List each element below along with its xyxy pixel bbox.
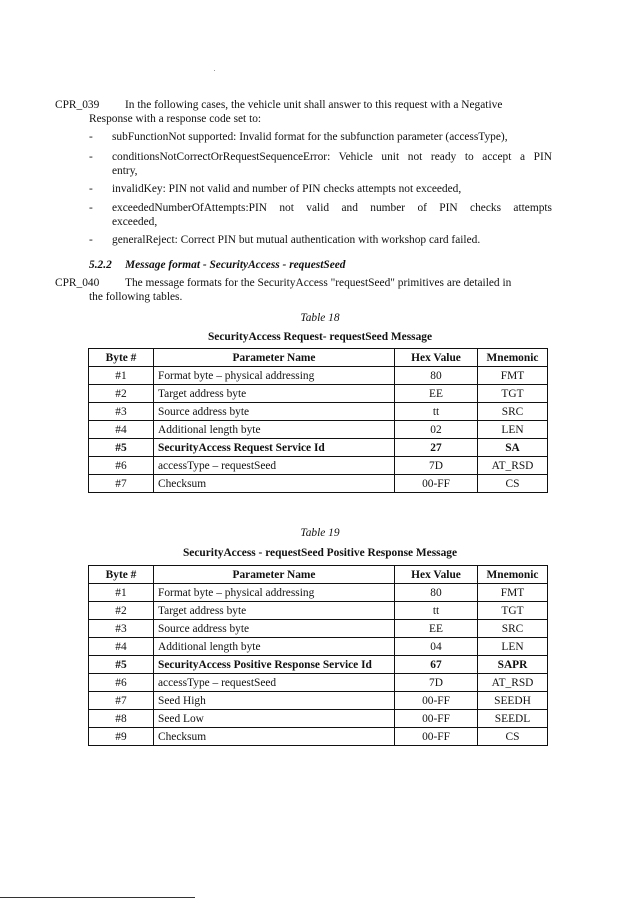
table-row bbox=[89, 457, 548, 475]
table-header-row bbox=[89, 566, 548, 584]
cell-hex-value: 7D bbox=[395, 674, 478, 692]
cell-byte: #2 bbox=[89, 602, 154, 620]
cell-hex-value: 00-FF bbox=[395, 710, 478, 728]
list-item-bullet: - bbox=[89, 183, 93, 195]
cell-parameter-name: Seed Low bbox=[154, 710, 395, 728]
list-item-exceeded-attempts: exceededNumberOfAttempts:PIN not valid and number of PIN checks attempts bbox=[112, 202, 552, 214]
cell-byte: #7 bbox=[89, 475, 154, 493]
list-item-bullet: - bbox=[89, 131, 93, 143]
table-18-title: SecurityAccess Request- requestSeed Message bbox=[207, 331, 433, 343]
cell-mnemonic: LEN bbox=[478, 421, 548, 439]
table-row bbox=[89, 475, 548, 493]
column-header-mnemonic: Mnemonic bbox=[478, 349, 548, 367]
cell-parameter-name: SecurityAccess Request Service Id bbox=[154, 439, 395, 457]
section-title: Message format - SecurityAccess - requestSeed bbox=[125, 259, 346, 271]
cell-byte: #2 bbox=[89, 385, 154, 403]
cell-hex-value: 00-FF bbox=[395, 692, 478, 710]
table-row bbox=[89, 656, 548, 674]
cell-parameter-name: Checksum bbox=[154, 475, 395, 493]
table-row bbox=[89, 638, 548, 656]
footnote-separator-rule bbox=[0, 897, 195, 898]
cell-byte: #3 bbox=[89, 620, 154, 638]
cell-mnemonic: SA bbox=[478, 439, 548, 457]
requirement-040-line-2: the following tables. bbox=[89, 291, 183, 303]
cell-hex-value: 00-FF bbox=[395, 728, 478, 746]
cell-byte: #4 bbox=[89, 638, 154, 656]
requirement-id-040: CPR_040 bbox=[55, 277, 100, 289]
table-row bbox=[89, 367, 548, 385]
cell-parameter-name: Target address byte bbox=[154, 602, 395, 620]
cell-mnemonic: LEN bbox=[478, 638, 548, 656]
cell-mnemonic: SEEDH bbox=[478, 692, 548, 710]
column-header-hex-value: Hex Value bbox=[395, 349, 478, 367]
requirement-039-line-2: Response with a response code set to: bbox=[89, 113, 262, 125]
table-row bbox=[89, 403, 548, 421]
table-row bbox=[89, 710, 548, 728]
cell-mnemonic: SEEDL bbox=[478, 710, 548, 728]
requirement-039-line-1: In the following cases, the vehicle unit shall answer to this request with a Negative bbox=[125, 99, 503, 111]
cell-byte: #1 bbox=[89, 584, 154, 602]
cell-parameter-name: SecurityAccess Positive Response Service Id bbox=[154, 656, 395, 674]
column-header-byte: Byte # bbox=[89, 349, 154, 367]
cell-parameter-name: accessType – requestSeed bbox=[154, 674, 395, 692]
list-item-exceeded-attempts-cont: exceeded, bbox=[112, 216, 158, 228]
cell-parameter-name: accessType – requestSeed bbox=[154, 457, 395, 475]
cell-hex-value: 00-FF bbox=[395, 475, 478, 493]
table-18 bbox=[88, 348, 548, 493]
cell-parameter-name: Target address byte bbox=[154, 385, 395, 403]
column-header-mnemonic: Mnemonic bbox=[478, 566, 548, 584]
cell-byte: #8 bbox=[89, 710, 154, 728]
table-row bbox=[89, 692, 548, 710]
cell-byte: #9 bbox=[89, 728, 154, 746]
cell-mnemonic: FMT bbox=[478, 584, 548, 602]
list-item-bullet: - bbox=[89, 202, 93, 214]
list-item-bullet: - bbox=[89, 234, 93, 246]
cell-mnemonic: TGT bbox=[478, 385, 548, 403]
table-19 bbox=[88, 565, 548, 746]
table-header-row bbox=[89, 349, 548, 367]
cell-parameter-name: Format byte – physical addressing bbox=[154, 584, 395, 602]
list-item-invalid-key: invalidKey: PIN not valid and number of PIN checks attempts not exceeded, bbox=[112, 183, 462, 195]
cell-parameter-name: Source address byte bbox=[154, 620, 395, 638]
cell-byte: #7 bbox=[89, 692, 154, 710]
cell-parameter-name: Additional length byte bbox=[154, 638, 395, 656]
cell-mnemonic: SRC bbox=[478, 620, 548, 638]
cell-hex-value: 27 bbox=[395, 439, 478, 457]
cell-hex-value: 7D bbox=[395, 457, 478, 475]
cell-byte: #6 bbox=[89, 457, 154, 475]
cell-hex-value: 04 bbox=[395, 638, 478, 656]
list-item-conditions-not-correct-cont: entry, bbox=[112, 165, 138, 177]
cell-parameter-name: Seed High bbox=[154, 692, 395, 710]
cell-mnemonic: FMT bbox=[478, 367, 548, 385]
list-item-bullet: - bbox=[89, 151, 93, 163]
table-19-caption: Table 19 bbox=[300, 527, 340, 539]
cell-byte: #5 bbox=[89, 439, 154, 457]
cell-parameter-name: Additional length byte bbox=[154, 421, 395, 439]
table-row bbox=[89, 602, 548, 620]
cell-byte: #5 bbox=[89, 656, 154, 674]
requirement-040-line-1: The message formats for the SecurityAccess "requestSeed" primitives are detailed in bbox=[125, 277, 512, 289]
column-header-hex-value: Hex Value bbox=[395, 566, 478, 584]
cell-mnemonic: SRC bbox=[478, 403, 548, 421]
table-row bbox=[89, 620, 548, 638]
cell-byte: #3 bbox=[89, 403, 154, 421]
table-19-title: SecurityAccess - requestSeed Positive Response Message bbox=[182, 547, 458, 559]
requirement-id-039: CPR_039 bbox=[55, 99, 100, 111]
scan-speck bbox=[214, 70, 215, 71]
column-header-parameter-name: Parameter Name bbox=[154, 566, 395, 584]
section-number: 5.2.2 bbox=[89, 259, 112, 271]
cell-mnemonic: AT_RSD bbox=[478, 674, 548, 692]
column-header-byte: Byte # bbox=[89, 566, 154, 584]
table-row bbox=[89, 674, 548, 692]
cell-parameter-name: Checksum bbox=[154, 728, 395, 746]
cell-hex-value: tt bbox=[395, 602, 478, 620]
table-row bbox=[89, 584, 548, 602]
cell-hex-value: tt bbox=[395, 403, 478, 421]
cell-hex-value: EE bbox=[395, 385, 478, 403]
cell-mnemonic: CS bbox=[478, 475, 548, 493]
table-18-caption: Table 18 bbox=[300, 312, 340, 324]
cell-byte: #4 bbox=[89, 421, 154, 439]
cell-byte: #1 bbox=[89, 367, 154, 385]
cell-mnemonic: CS bbox=[478, 728, 548, 746]
cell-hex-value: 80 bbox=[395, 367, 478, 385]
table-row bbox=[89, 728, 548, 746]
cell-mnemonic: AT_RSD bbox=[478, 457, 548, 475]
table-row bbox=[89, 385, 548, 403]
column-header-parameter-name: Parameter Name bbox=[154, 349, 395, 367]
table-row bbox=[89, 421, 548, 439]
cell-hex-value: 67 bbox=[395, 656, 478, 674]
list-item-general-reject: generalReject: Correct PIN but mutual authentication with workshop card failed. bbox=[112, 234, 481, 246]
cell-mnemonic: TGT bbox=[478, 602, 548, 620]
list-item-conditions-not-correct: conditionsNotCorrectOrRequestSequenceError: Vehicle unit not ready to accept a PIN bbox=[112, 151, 552, 163]
cell-hex-value: EE bbox=[395, 620, 478, 638]
cell-parameter-name: Source address byte bbox=[154, 403, 395, 421]
cell-hex-value: 02 bbox=[395, 421, 478, 439]
cell-byte: #6 bbox=[89, 674, 154, 692]
cell-mnemonic: SAPR bbox=[478, 656, 548, 674]
cell-hex-value: 80 bbox=[395, 584, 478, 602]
table-row bbox=[89, 439, 548, 457]
list-item-subfunction-not-supported: subFunctionNot supported: Invalid format for the subfunction parameter (accessType), bbox=[112, 131, 508, 143]
cell-parameter-name: Format byte – physical addressing bbox=[154, 367, 395, 385]
